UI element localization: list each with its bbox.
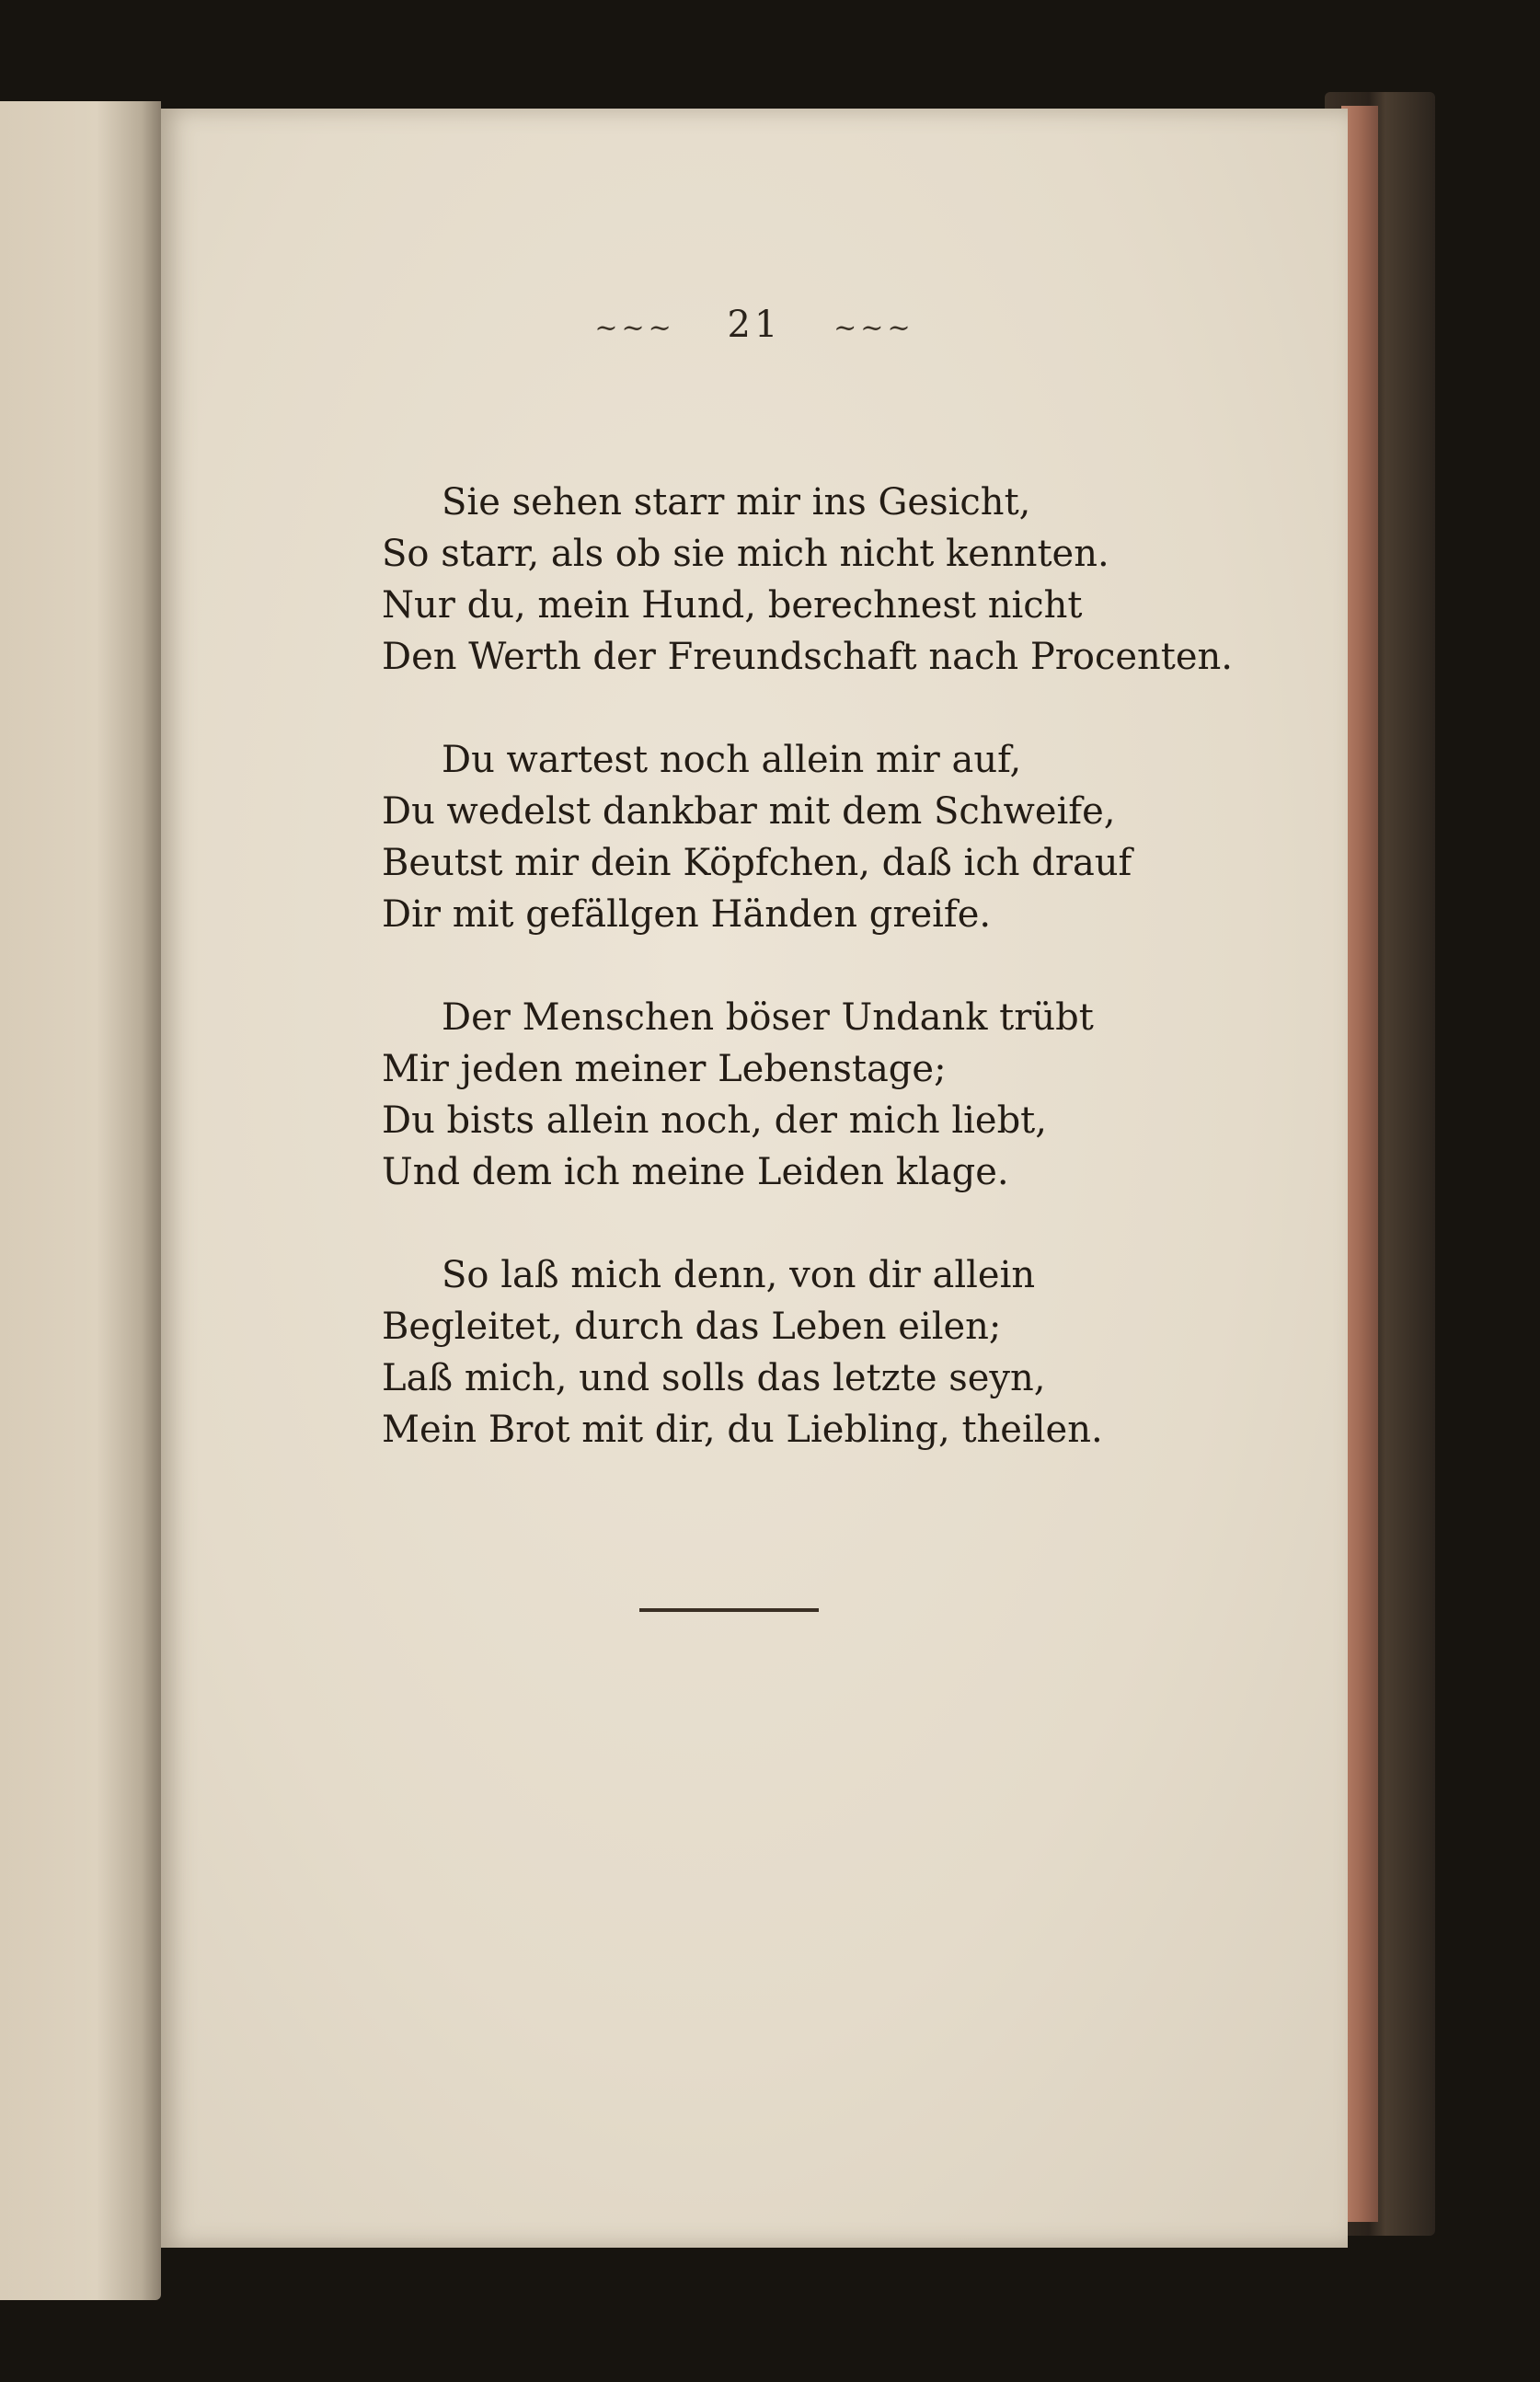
poem-line: Beutst mir dein Köpfchen, daß ich drauf: [382, 842, 1132, 884]
stanza: [382, 477, 1302, 683]
book-page: [161, 109, 1348, 2248]
poem-line: Der Menschen böser Undank trübt: [442, 996, 1094, 1039]
poem-line: Mein Brot mit dir, du Liebling, theilen.: [382, 1409, 1103, 1451]
poem-line: So starr, als ob sie mich nicht kennten.: [382, 533, 1109, 575]
stanza: [382, 1249, 1302, 1456]
poem-line: Du wedelst dankbar mit dem Schweife,: [382, 790, 1116, 833]
poem-line: Du wartest noch allein mir auf,: [442, 739, 1022, 781]
page-number: 21: [727, 304, 782, 346]
stanza: [382, 734, 1302, 940]
ornament-left: ~~~: [594, 312, 675, 344]
stanza: [382, 992, 1302, 1198]
poem-line: Dir mit gefällgen Händen greife.: [382, 893, 992, 936]
page-header: [161, 304, 1348, 346]
poem-line: Du bists allein noch, der mich liebt,: [382, 1099, 1047, 1142]
poem-line: Mir jeden meiner Lebenstage;: [382, 1048, 947, 1090]
poem-line: Den Werth der Freundschaft nach Procenten.: [382, 636, 1233, 678]
poem-line: So laß mich denn, von dir allein: [442, 1254, 1036, 1296]
poem-line: Laß mich, und solls das letzte seyn,: [382, 1357, 1046, 1399]
poem-line: Sie sehen starr mir ins Gesicht,: [442, 481, 1031, 524]
poem-line: Und dem ich meine Leiden klage.: [382, 1151, 1009, 1193]
ornament-right: ~~~: [833, 312, 914, 344]
poem-line: Begleitet, durch das Leben eilen;: [382, 1306, 1002, 1348]
end-rule: [639, 1608, 819, 1612]
poem-line: Nur du, mein Hund, berechnest nicht: [382, 584, 1083, 627]
poem: [382, 477, 1302, 1507]
left-facing-page: [0, 101, 161, 2300]
